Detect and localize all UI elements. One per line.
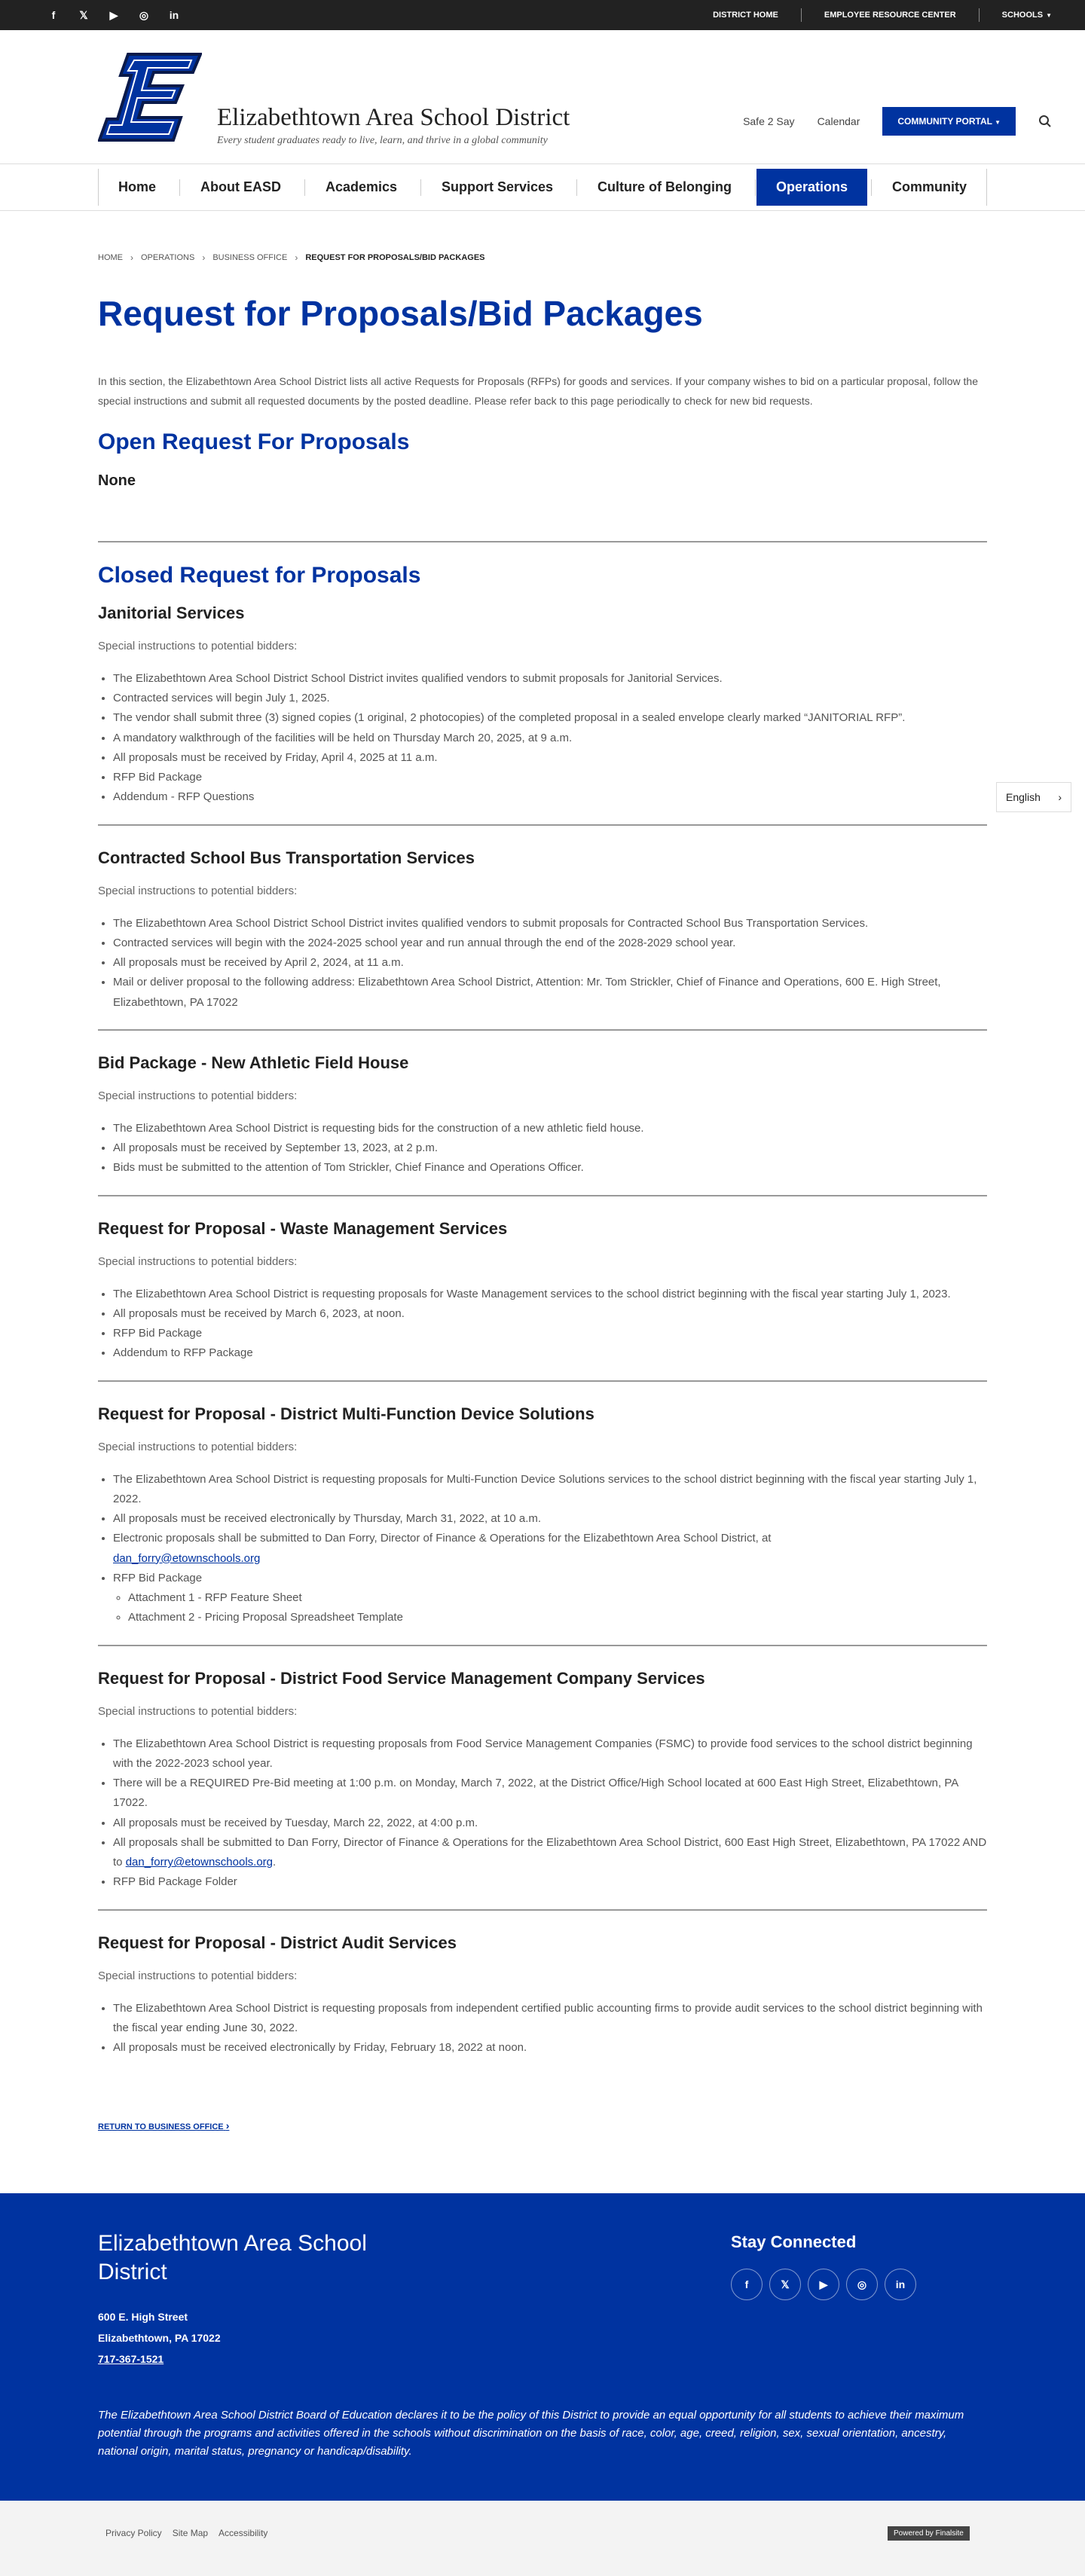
powered-by-finalsite-badge[interactable]: Powered by Finalsite — [888, 2526, 970, 2541]
divider — [801, 8, 802, 22]
x-twitter-icon[interactable]: 𝕏 — [79, 8, 88, 21]
nav-support-services[interactable]: Support Services — [422, 169, 573, 206]
search-icon[interactable] — [1038, 115, 1052, 128]
list-item: • All proposals must be received by April 2, 2024, at 11 a.m. — [113, 953, 987, 973]
list-item: • The Elizabethtown Area School District is requesting proposals for Waste Management services to the school district beginning with the fiscal year starting July 1, 2023. — [113, 1285, 987, 1304]
list-item: • Bids must be submitted to the attention of Tom Strickler, Chief Finance and Operations Officer. — [113, 1158, 987, 1178]
rfp-details-list — [98, 914, 987, 1013]
footer-street: 600 E. High Street — [98, 2311, 188, 2324]
nav-academics[interactable]: Academics — [306, 169, 417, 206]
social-links-top — [45, 7, 182, 23]
special-instructions: Special instructions to potential bidders: — [98, 1089, 298, 1102]
instagram-icon[interactable]: ◎ — [846, 2269, 878, 2300]
open-rfp-heading: Open Request For Proposals — [98, 429, 410, 454]
section-title: Request for Proposal - District Food Service Management Company Services — [98, 1668, 705, 1688]
youtube-icon[interactable]: ▶ — [808, 2269, 839, 2300]
page-title: Request for Proposals/Bid Packages — [98, 294, 703, 333]
chevron-right-icon: › — [1058, 791, 1062, 803]
list-item: • The Elizabethtown Area School District School District invites qualified vendors to submit proposals for Janitorial Services. — [113, 669, 987, 689]
privacy-policy-link[interactable]: Privacy Policy — [105, 2528, 162, 2539]
special-instructions: Special instructions to potential bidders: — [98, 1440, 298, 1453]
addendum-link[interactable]: • Addendum - RFP Questions — [113, 787, 987, 807]
list-item: • The Elizabethtown Area School District is requesting proposals from independent certified public accounting firms to provide audit services to the school district beginning with the fiscal year ending June 30, 2022. — [113, 1999, 987, 2039]
list-item: • All proposals must be received by Tuesday, March 22, 2022, at 4:00 p.m. — [113, 1814, 987, 1833]
breadcrumb-operations[interactable]: OPERATIONS — [141, 253, 195, 262]
x-twitter-icon[interactable]: 𝕏 — [769, 2269, 801, 2300]
section-title: Request for Proposal - District Audit Services — [98, 1933, 457, 1952]
utility-bar — [0, 0, 1085, 30]
site-footer — [0, 2193, 1085, 2501]
caret-down-icon: ▼ — [1046, 12, 1052, 19]
list-item: • There will be a REQUIRED Pre-Bid meeting at 1:00 p.m. on Monday, March 7, 2022, at the District Office/High School located at 600 East High Street, Elizabethtown, PA 17022. — [113, 1774, 987, 1814]
attachments-list — [113, 1588, 987, 1628]
email-link[interactable]: dan_forry@etownschools.org — [125, 1856, 274, 1869]
rfp-details-list — [98, 1470, 987, 1628]
list-item: • The Elizabethtown Area School District is requesting proposals from Food Service Management Companies (FSMC) to provide food services to the school district beginning with the 2022-2023 school year. — [113, 1734, 987, 1774]
district-home-link[interactable]: DISTRICT HOME — [713, 11, 778, 20]
linkedin-icon[interactable]: in — [169, 9, 179, 21]
site-header — [0, 30, 1085, 164]
chevron-right-icon: › — [295, 252, 298, 263]
breadcrumb-home[interactable]: HOME — [98, 253, 123, 262]
special-instructions: Special instructions to potential bidders: — [98, 1969, 298, 1982]
rfp-section-bus-transportation — [98, 826, 987, 1031]
list-item — [113, 1529, 987, 1569]
email-link[interactable]: dan_forry@etownschools.org — [113, 1551, 261, 1565]
list-item: • All proposals must be received by March 6, 2023, at noon. — [113, 1304, 987, 1324]
submission-text: All proposals shall be submitted to Dan Forry, Director of Finance & Operations for the Elizabethtown Area School District, 600 East High Street, Elizabethtown, PA 17022 AND to — [113, 1835, 987, 1869]
site-tagline: Every student graduates ready to live, learn, and thrive in a global community — [217, 135, 548, 146]
list-item: • All proposals must be received by Friday, April 4, 2025 at 11 a.m. — [113, 748, 987, 768]
nav-about-easd[interactable]: About EASD — [181, 169, 301, 206]
facebook-icon[interactable]: f — [51, 9, 56, 21]
chevron-right-icon: › — [202, 252, 206, 263]
portal-label: COMMUNITY PORTAL — [897, 116, 992, 127]
caret-down-icon: ▼ — [995, 119, 1001, 126]
linkedin-icon[interactable]: in — [885, 2269, 916, 2300]
calendar-link[interactable]: Calendar — [817, 115, 860, 127]
list-item: • The Elizabethtown Area School District School District invites qualified vendors to submit proposals for Contracted School Bus Transportation Services. — [113, 914, 987, 934]
chevron-right-icon: › — [225, 2119, 230, 2132]
section-title: Request for Proposal - District Multi-Function Device Solutions — [98, 1404, 594, 1423]
section-title: Bid Package - New Athletic Field House — [98, 1053, 409, 1072]
footer-phone-link[interactable]: 717-367-1521 — [98, 2353, 164, 2366]
special-instructions: Special instructions to potential bidders: — [98, 639, 298, 652]
facebook-icon[interactable]: f — [731, 2269, 763, 2300]
nav-operations[interactable]: Operations — [756, 169, 867, 206]
schools-label: SCHOOLS — [1001, 11, 1044, 20]
addendum-link[interactable]: • Addendum to RFP Package — [113, 1343, 987, 1363]
community-portal-button[interactable] — [882, 107, 1016, 136]
language-label: English — [1006, 791, 1041, 803]
section-title: Contracted School Bus Transportation Services — [98, 848, 475, 867]
accessibility-link[interactable]: Accessibility — [219, 2528, 268, 2539]
breadcrumb-current: REQUEST FOR PROPOSALS/BID PACKAGES — [305, 253, 485, 262]
special-instructions: Special instructions to potential bidders: — [98, 1254, 298, 1268]
section-title: Request for Proposal - Waste Management Services — [98, 1218, 508, 1238]
footer-address — [98, 2306, 221, 2370]
package-label: RFP Bid Package — [113, 1571, 203, 1584]
schools-dropdown[interactable] — [1002, 11, 1052, 20]
nav-community[interactable]: Community — [873, 169, 986, 206]
nav-home[interactable]: Home — [118, 179, 157, 194]
rfp-section-waste-management — [98, 1196, 987, 1382]
employee-center-link[interactable]: EMPLOYEE RESOURCE CENTER — [824, 11, 956, 20]
rfp-details-list — [98, 1999, 987, 2058]
rfp-bid-package-link[interactable]: • RFP Bid Package — [113, 1324, 987, 1343]
language-selector[interactable] — [996, 782, 1071, 812]
list-item: • The Elizabethtown Area School District is requesting proposals for Multi-Function Device Solutions services to the school district beginning with the fiscal year starting July 1, 2022. — [113, 1470, 987, 1510]
rfp-section-athletic-field-house — [98, 1031, 987, 1196]
divider — [98, 541, 987, 542]
rfp-section-multi-function-device — [98, 1382, 987, 1646]
list-item: • A mandatory walkthrough of the facilities will be held on Thursday March 20, 2025, at 9 a.m. — [113, 729, 987, 748]
rfp-details-list — [98, 1734, 987, 1893]
attachment-link[interactable]: ◦ Attachment 2 - Pricing Proposal Spreadsheet Template — [128, 1608, 987, 1627]
footer-city: Elizabethtown, PA 17022 — [98, 2332, 221, 2345]
closed-rfp-heading: Closed Request for Proposals — [98, 563, 421, 588]
list-item: • All proposals must be received electronically by Thursday, March 31, 2022, at 10 a.m. — [113, 1509, 987, 1529]
list-item: • All proposals shall be submitted to Dan Forry, Director of Finance & Operations for the Elizabethtown Area School District, 600 East High Street, Elizabethtown, PA 17022 AND to dan_forry@etownschools.org. — [113, 1833, 987, 1873]
return-to-business-office-link[interactable] — [98, 2119, 229, 2131]
attachment-link[interactable]: ◦ Attachment 1 - RFP Feature Sheet — [128, 1588, 987, 1608]
section-title: Janitorial Services — [98, 603, 245, 622]
list-item: • All proposals must be received by September 13, 2023, at 2 p.m. — [113, 1138, 987, 1158]
district-logo[interactable] — [98, 51, 202, 143]
rfp-section-audit — [98, 1911, 987, 2075]
list-item: • Mail or deliver proposal to the following address: Elizabethtown Area School District, Attention: Mr. Tom Strickler, Chief of Finance and Operations, 600 E. High Street, Elizabethtown, PA 17022 — [113, 973, 987, 1013]
main-content — [98, 211, 987, 2193]
rfp-section-food-service — [98, 1646, 987, 1911]
special-instructions: Special instructions to potential bidders: — [98, 884, 298, 897]
intro-text: In this section, the Elizabethtown Area School District lists all active Requests for Proposals (RFPs) for goods and services. If your company wishes to bid on a particular proposal, follow the special instructions and submit all requested documents by the posted deadline. Please refer back to this page periodically to check for new bid requests. — [98, 375, 978, 408]
list-item: • All proposals must be received electronically by Friday, February 18, 2022 at noon. — [113, 2038, 987, 2058]
divider — [979, 8, 980, 22]
list-item: • Contracted services will begin with the 2024-2025 school year and run annual through the end of the 2028-2029 school year. — [113, 934, 987, 953]
breadcrumb — [98, 252, 987, 263]
bottom-bar — [0, 2501, 1085, 2576]
rfp-details-list — [98, 1119, 987, 1178]
list-item: • Contracted services will begin July 1, 2025. — [113, 689, 987, 708]
footer-title: Elizabethtown Area School District — [98, 2231, 367, 2284]
footer-social-links — [731, 2269, 916, 2300]
nondiscrimination-statement: The Elizabethtown Area School District Board of Education declares it to be the policy of this District to provide an equal opportunity for all students to achieve their maximum potential through the programs and activities offered in the schools without discrimination on the basis of race, color, age, creed, religion, sex, sexual orientation, ancestry, national origin, marital status, pregnancy or handicap/disability. — [98, 2409, 964, 2458]
safe2say-link[interactable]: Safe 2 Say — [743, 115, 795, 127]
youtube-icon[interactable]: ▶ — [109, 8, 118, 21]
instagram-icon[interactable]: ◎ — [139, 8, 149, 21]
chevron-right-icon: › — [130, 252, 133, 263]
rfp-details-list — [98, 1285, 987, 1364]
open-rfp-none: None — [98, 472, 136, 490]
list-item: • The vendor shall submit three (3) signed copies (1 original, 2 photocopies) of the completed proposal in a sealed envelope clearly marked “JANITORIAL RFP”. — [113, 708, 987, 728]
rfp-bid-package-link[interactable]: • RFP Bid Package — [113, 768, 987, 787]
return-label: RETURN TO BUSINESS OFFICE — [98, 2122, 224, 2132]
submission-text: Electronic proposals shall be submitted to Dan Forry, Director of Finance & Operations for the Elizabethtown Area School District, at — [113, 1532, 772, 1545]
list-item: • The Elizabethtown Area School District is requesting bids for the construction of a new athletic field house. — [113, 1119, 987, 1138]
rfp-bid-package-link[interactable] — [113, 1569, 987, 1628]
stay-connected-heading: Stay Connected — [731, 2232, 857, 2252]
rfp-details-list — [98, 669, 987, 808]
breadcrumb-business-office[interactable]: BUSINESS OFFICE — [212, 253, 288, 262]
bid-package-folder-link[interactable]: • RFP Bid Package Folder — [113, 1872, 987, 1892]
nav-culture-of-belonging[interactable]: Culture of Belonging — [578, 169, 751, 206]
site-map-link[interactable]: Site Map — [172, 2528, 209, 2539]
site-title[interactable]: Elizabethtown Area School District — [217, 104, 570, 131]
main-navigation — [0, 164, 1085, 211]
rfp-section-janitorial — [98, 590, 987, 826]
special-instructions: Special instructions to potential bidders: — [98, 1704, 298, 1718]
